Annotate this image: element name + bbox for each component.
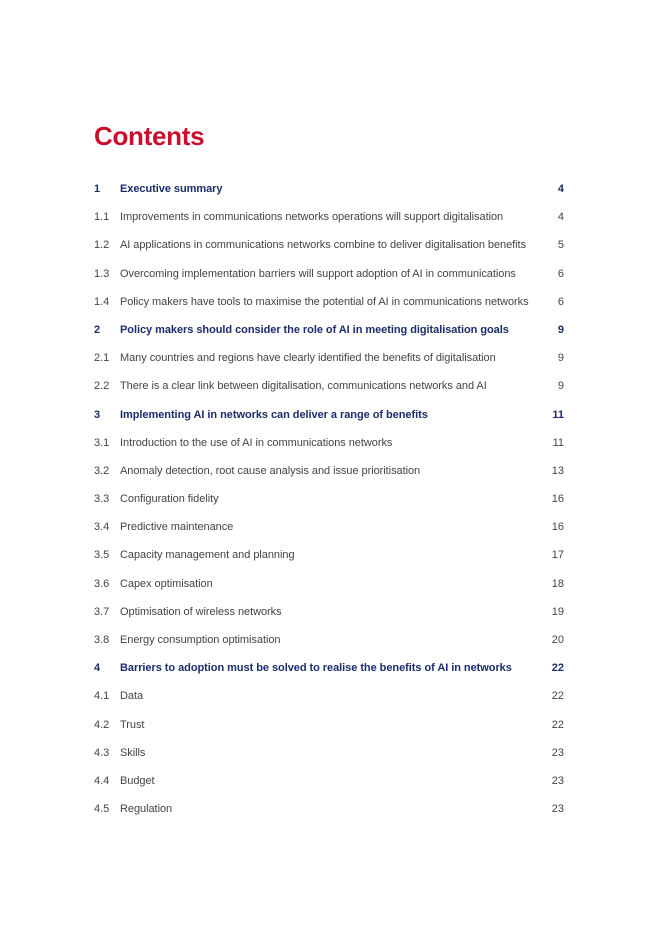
- toc-page-number: 11: [552, 408, 564, 421]
- toc-page-number: 16: [551, 521, 564, 534]
- toc-page-number: 23: [551, 774, 564, 787]
- toc-number: 4.5: [94, 803, 110, 816]
- toc-entry-4-3[interactable]: [94, 739, 566, 767]
- toc-title: Data: [120, 690, 144, 703]
- toc-title: Improvements in communications networks operations will support digitalisation: [120, 211, 504, 224]
- toc-number: 3.4: [94, 521, 110, 534]
- toc-entry-4-5[interactable]: [94, 795, 566, 823]
- toc-section-3[interactable]: [94, 401, 566, 429]
- toc-title: Optimisation of wireless networks: [120, 605, 282, 618]
- toc-page-number: 6: [557, 295, 564, 308]
- toc-title: Policy makers have tools to maximise the potential of AI in communications networks: [120, 295, 529, 308]
- toc-page-number: 4: [557, 211, 564, 224]
- toc-page-number: 9: [557, 323, 564, 336]
- toc-number: 3.3: [94, 493, 110, 506]
- toc-entry-3-6[interactable]: [94, 570, 566, 598]
- toc-title: Predictive maintenance: [120, 521, 234, 534]
- page-title: Contents: [94, 121, 205, 151]
- toc-number: 4.1: [94, 690, 110, 703]
- toc-page-number: 9: [557, 380, 564, 393]
- toc-page-number: 17: [551, 549, 564, 562]
- toc-page-number: 22: [551, 662, 564, 675]
- toc-number: 4.2: [94, 718, 110, 731]
- toc-title: Capacity management and planning: [120, 549, 295, 562]
- toc-number: 3: [94, 408, 101, 421]
- toc-page-number: 5: [557, 239, 564, 252]
- toc-number: 3.1: [94, 436, 110, 449]
- toc-number: 3.7: [94, 605, 110, 618]
- toc-entry-3-3[interactable]: [94, 485, 566, 513]
- toc-title: Regulation: [120, 803, 173, 816]
- toc-page-number: 19: [551, 605, 564, 618]
- toc-title: Executive summary: [120, 183, 223, 195]
- toc-page-number: 11: [552, 436, 564, 449]
- toc-title: Introduction to the use of AI in communications networks: [120, 436, 393, 449]
- toc-title: Energy consumption optimisation: [120, 634, 281, 646]
- toc-title: Budget: [120, 774, 155, 787]
- toc-entry-4-4[interactable]: [94, 767, 566, 795]
- toc-entry-4-1[interactable]: [94, 682, 566, 710]
- toc-number: 3.2: [94, 464, 110, 477]
- toc-entry-1-3[interactable]: [94, 260, 566, 288]
- toc-number: 3.8: [94, 634, 110, 646]
- toc-page-number: 9: [557, 352, 564, 365]
- toc-number: 1.2: [94, 239, 110, 252]
- toc-number: 1.4: [94, 295, 110, 308]
- toc-page-number: 18: [551, 577, 564, 590]
- toc-number: 4.3: [94, 746, 110, 759]
- toc-title: Skills: [120, 746, 146, 759]
- toc-entry-2-2[interactable]: [94, 372, 566, 400]
- toc-page-number: 23: [551, 746, 564, 759]
- toc-entry-2-1[interactable]: [94, 344, 566, 372]
- toc-page-number: 13: [551, 464, 564, 477]
- toc-section-2[interactable]: [94, 316, 566, 344]
- toc-title: Overcoming implementation barriers will support adoption of AI in communications: [120, 267, 516, 280]
- toc-title: Configuration fidelity: [120, 493, 219, 506]
- toc-page-number: 4: [557, 183, 564, 195]
- toc-number: 2.2: [94, 380, 110, 393]
- toc-title: Barriers to adoption must be solved to realise the benefits of AI in networks: [120, 662, 512, 675]
- toc-number: 1.3: [94, 267, 110, 280]
- toc-title: There is a clear link between digitalisation, communications networks and AI: [120, 380, 487, 393]
- toc-page-number: 6: [557, 267, 564, 280]
- toc-section-1[interactable]: [94, 175, 566, 203]
- toc-title: Trust: [120, 718, 145, 731]
- toc-page-number: 22: [551, 690, 564, 703]
- toc-number: 2: [94, 323, 101, 336]
- toc-page-number: 22: [551, 718, 564, 731]
- toc-entry-3-1[interactable]: [94, 429, 566, 457]
- toc-entry-1-2[interactable]: [94, 231, 566, 259]
- toc-entry-4-2[interactable]: [94, 711, 566, 739]
- toc-entry-3-4[interactable]: [94, 513, 566, 541]
- toc-entry-3-5[interactable]: [94, 541, 566, 569]
- toc-title: Policy makers should consider the role of AI in meeting digitalisation goals: [120, 323, 509, 336]
- toc-title: Many countries and regions have clearly identified the benefits of digitalisation: [120, 352, 496, 365]
- toc-entry-1-1[interactable]: [94, 203, 566, 231]
- toc-number: 4: [94, 662, 101, 675]
- toc-number: 3.5: [94, 549, 110, 562]
- toc-page-number: 16: [551, 493, 564, 506]
- toc-page-number: 23: [551, 803, 564, 816]
- toc-entry-3-8[interactable]: [94, 626, 566, 654]
- toc-section-4[interactable]: [94, 654, 566, 682]
- toc-title: Anomaly detection, root cause analysis and issue prioritisation: [120, 464, 421, 477]
- toc-entry-3-7[interactable]: [94, 598, 566, 626]
- toc-number: 1: [94, 183, 101, 195]
- toc-title: AI applications in communications networks combine to deliver digitalisation benefits: [120, 239, 527, 252]
- toc-entry-3-2[interactable]: [94, 457, 566, 485]
- toc-number: 2.1: [94, 352, 110, 365]
- toc-entry-1-4[interactable]: [94, 288, 566, 316]
- toc-number: 4.4: [94, 774, 110, 787]
- table-of-contents: [94, 175, 566, 823]
- toc-number: 3.6: [94, 577, 110, 590]
- toc-title: Capex optimisation: [120, 577, 213, 590]
- toc-number: 1.1: [94, 211, 110, 224]
- toc-title: Implementing AI in networks can deliver a range of benefits: [120, 408, 428, 421]
- toc-page-number: 20: [551, 634, 564, 646]
